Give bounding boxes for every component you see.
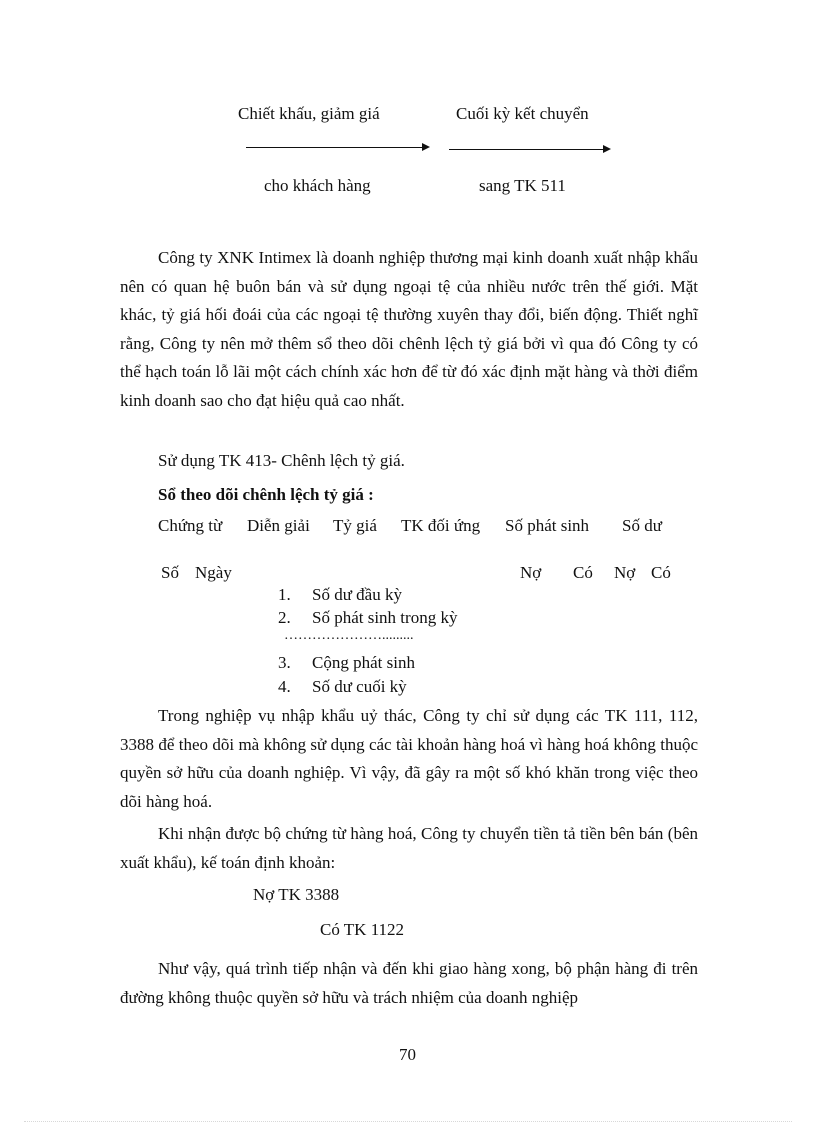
subheader-balance-debit: Nợ bbox=[614, 563, 636, 582]
entry-credit: Có TK 1122 bbox=[320, 920, 405, 939]
use-account-line: Sử dụng TK 413- Chênh lệch tỷ giá. bbox=[158, 451, 405, 470]
header-rate: Tỷ giá bbox=[333, 516, 377, 535]
entry-debit: Nợ TK 3388 bbox=[253, 885, 340, 904]
ledger-dots: …………………......... bbox=[284, 628, 414, 643]
paragraph-conclusion: Như vậy, quá trình tiếp nhận và đến khi giao hàng xong, bộ phận hàng đi trên đường không thuộc quyền sở hữu và trách nhiệm của doanh nghiệp bbox=[120, 959, 698, 1007]
header-balance: Số dư bbox=[622, 516, 662, 535]
list-item-text: Số dư đầu kỳ bbox=[312, 585, 402, 604]
list-item-number: 2. bbox=[278, 608, 291, 627]
ledger-title: Sổ theo dõi chênh lệch tỷ giá : bbox=[158, 485, 374, 504]
subheader-number: Số bbox=[161, 563, 179, 582]
list-item-number: 4. bbox=[278, 677, 291, 696]
diagram-label-period-end: Cuối kỳ kết chuyển bbox=[456, 104, 589, 123]
subheader-date: Ngày bbox=[195, 563, 232, 582]
header-voucher: Chứng từ bbox=[158, 516, 223, 535]
list-item-text: Cộng phát sinh bbox=[312, 653, 415, 672]
list-item-text: Số phát sinh trong kỳ bbox=[312, 608, 458, 627]
subheader-balance-credit: Có bbox=[651, 563, 671, 582]
header-description: Diễn giải bbox=[247, 516, 310, 535]
list-item-number: 1. bbox=[278, 585, 291, 604]
page-number: 70 bbox=[399, 1045, 416, 1064]
paragraph-entrusted-import: Trong nghiệp vụ nhập khẩu uỷ thác, Công ty chỉ sử dụng các TK 111, 112, 3388 để theo dõi mà không sử dụng các tài khoản hàng hoá vì hàng hoá không thuộc quyền sở hữu của doanh nghiệp. Vì vậy, đã gây ra một số khó khăn trong việc theo dõi hàng hoá. bbox=[120, 706, 698, 811]
list-item-number: 3. bbox=[278, 653, 291, 672]
subheader-arising-debit: Nợ bbox=[520, 563, 542, 582]
paragraph-intro: Công ty XNK Intimex là doanh nghiệp thương mại kinh doanh xuất nhập khẩu nên có quan hệ buôn bán và sử dụng ngoại tệ của nhiều nước trên thế giới. Mặt khác, tỷ giá hối đoái của các ngoại tệ thường xuyên thay đổi, biến động. Thiết nghĩ rằng, Công ty nên mở thêm sổ theo dõi chênh lệch tỷ giá bởi vì qua đó Công ty có thể hạch toán lỗ lãi một cách chính xác hơn để từ đó xác định mặt hàng và thời điểm kinh doanh sao cho đạt hiệu quả cao nhất. bbox=[120, 248, 698, 410]
header-counter-account: TK đối ứng bbox=[401, 516, 481, 535]
list-item-text: Số dư cuối kỳ bbox=[312, 677, 407, 696]
diagram-label-tk511: sang TK 511 bbox=[479, 176, 566, 195]
paragraph-voucher-receipt: Khi nhận được bộ chứng từ hàng hoá, Công ty chuyển tiền tả tiền bên bán (bên xuất khẩu), kế toán định khoản: bbox=[120, 824, 698, 872]
page-bottom-divider bbox=[24, 1121, 792, 1122]
subheader-arising-credit: Có bbox=[573, 563, 593, 582]
diagram-label-customer: cho khách hàng bbox=[264, 176, 371, 195]
diagram-label-discount: Chiết khấu, giảm giá bbox=[238, 104, 380, 123]
header-arising: Số phát sinh bbox=[505, 516, 590, 535]
